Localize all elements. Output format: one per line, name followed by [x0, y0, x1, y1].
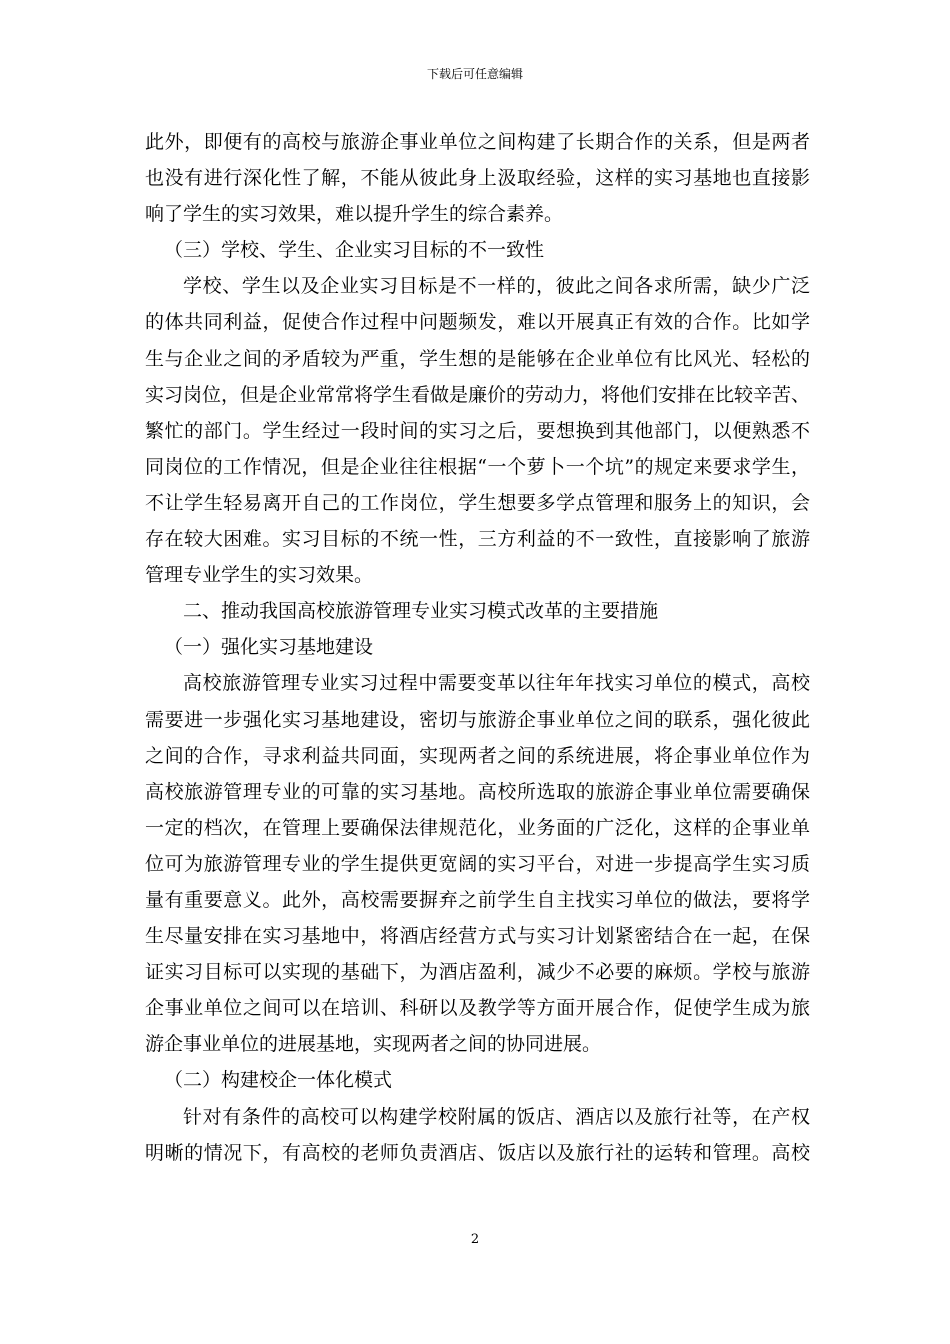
text-line: 生与企业之间的矛盾较为严重，学生想的是能够在企业单位有比风光、轻松的 — [145, 347, 810, 370]
text-line: 高校旅游管理专业实习过程中需要变革以往年年找实习单位的模式，高校 — [183, 672, 810, 695]
text-line: 高校旅游管理专业的可靠的实习基地。高校所选取的旅游企事业单位需要确保 — [145, 780, 810, 803]
text-line: 一定的档次，在管理上要确保法律规范化，业务面的广泛化，这样的企事业单 — [145, 816, 810, 839]
text-line: 学校、学生以及企业实习目标是不一样的，彼此之间各求所需，缺少广泛 — [183, 275, 810, 298]
text-line: 管理专业学生的实习效果。 — [145, 564, 374, 587]
text-line: 不让学生轻易离开自己的工作岗位，学生想要多学点管理和服务上的知识，会 — [145, 491, 810, 514]
section-heading: 二、推动我国高校旅游管理专业实习模式改革的主要措施 — [183, 600, 659, 623]
text-line: 繁忙的部门。学生经过一段时间的实习之后，要想换到其他部门，以便熟悉不 — [145, 419, 810, 442]
section-heading: （一）强化实习基地建设 — [164, 636, 374, 659]
text-line: 企事业单位之间可以在培训、科研以及教学等方面开展合作，促使学生成为旅 — [145, 997, 810, 1020]
text-line: 针对有条件的高校可以构建学校附属的饭店、酒店以及旅行社等，在产权 — [183, 1105, 810, 1128]
text-line: 游企事业单位的进展基地，实现两者之间的协同进展。 — [145, 1033, 602, 1056]
text-line: 同岗位的工作情况，但是企业往往根据“一个萝卜一个坑”的规定来要求学生， — [145, 455, 810, 478]
text-line: 生尽量安排在实习基地中，将酒店经营方式与实习计划紧密结合在一起，在保 — [145, 925, 810, 948]
text-line: 实习岗位，但是企业常常将学生看做是廉价的劳动力，将他们安排在比较辛苦、 — [145, 383, 811, 406]
text-line: 之间的合作，寻求利益共同面，实现两者之间的系统进展，将企事业单位作为 — [145, 744, 810, 767]
text-line: 证实习目标可以实现的基础下，为酒店盈利，减少不必要的麻烦。学校与旅游 — [145, 961, 810, 984]
text-line: 响了学生的实习效果，难以提升学生的综合素养。 — [145, 203, 564, 226]
section-heading: （三）学校、学生、企业实习目标的不一致性 — [164, 239, 545, 262]
text-line: 明晰的情况下，有高校的老师负责酒店、饭店以及旅行社的运转和管理。高校 — [145, 1141, 810, 1164]
text-line: 也没有进行深化性了解，不能从彼此身上汲取经验，这样的实习基地也直接影 — [145, 167, 810, 190]
page-header: 下载后可任意编辑 — [426, 67, 523, 81]
text-line: 此外，即便有的高校与旅游企事业单位之间构建了长期合作的关系，但是两者 — [145, 131, 810, 153]
text-line: 的体共同利益，促使合作过程中问题频发，难以开展真正有效的合作。比如学 — [145, 311, 810, 334]
section-heading: （二）构建校企一体化模式 — [164, 1069, 393, 1092]
text-line: 量有重要意义。此外，高校需要摒弃之前学生自主找实习单位的做法，要将学 — [145, 888, 810, 911]
text-line: 位可为旅游管理专业的学生提供更宽阔的实习平台，对进一步提高学生实习质 — [145, 852, 810, 875]
page-number: 2 — [470, 1232, 480, 1247]
text-line: 需要进一步强化实习基地建设，密切与旅游企事业单位之间的联系，强化彼此 — [145, 708, 810, 731]
text-line: 存在较大困难。实习目标的不统一性，三方利益的不一致性，直接影响了旅游 — [145, 528, 810, 551]
document-body — [145, 124, 810, 1171]
